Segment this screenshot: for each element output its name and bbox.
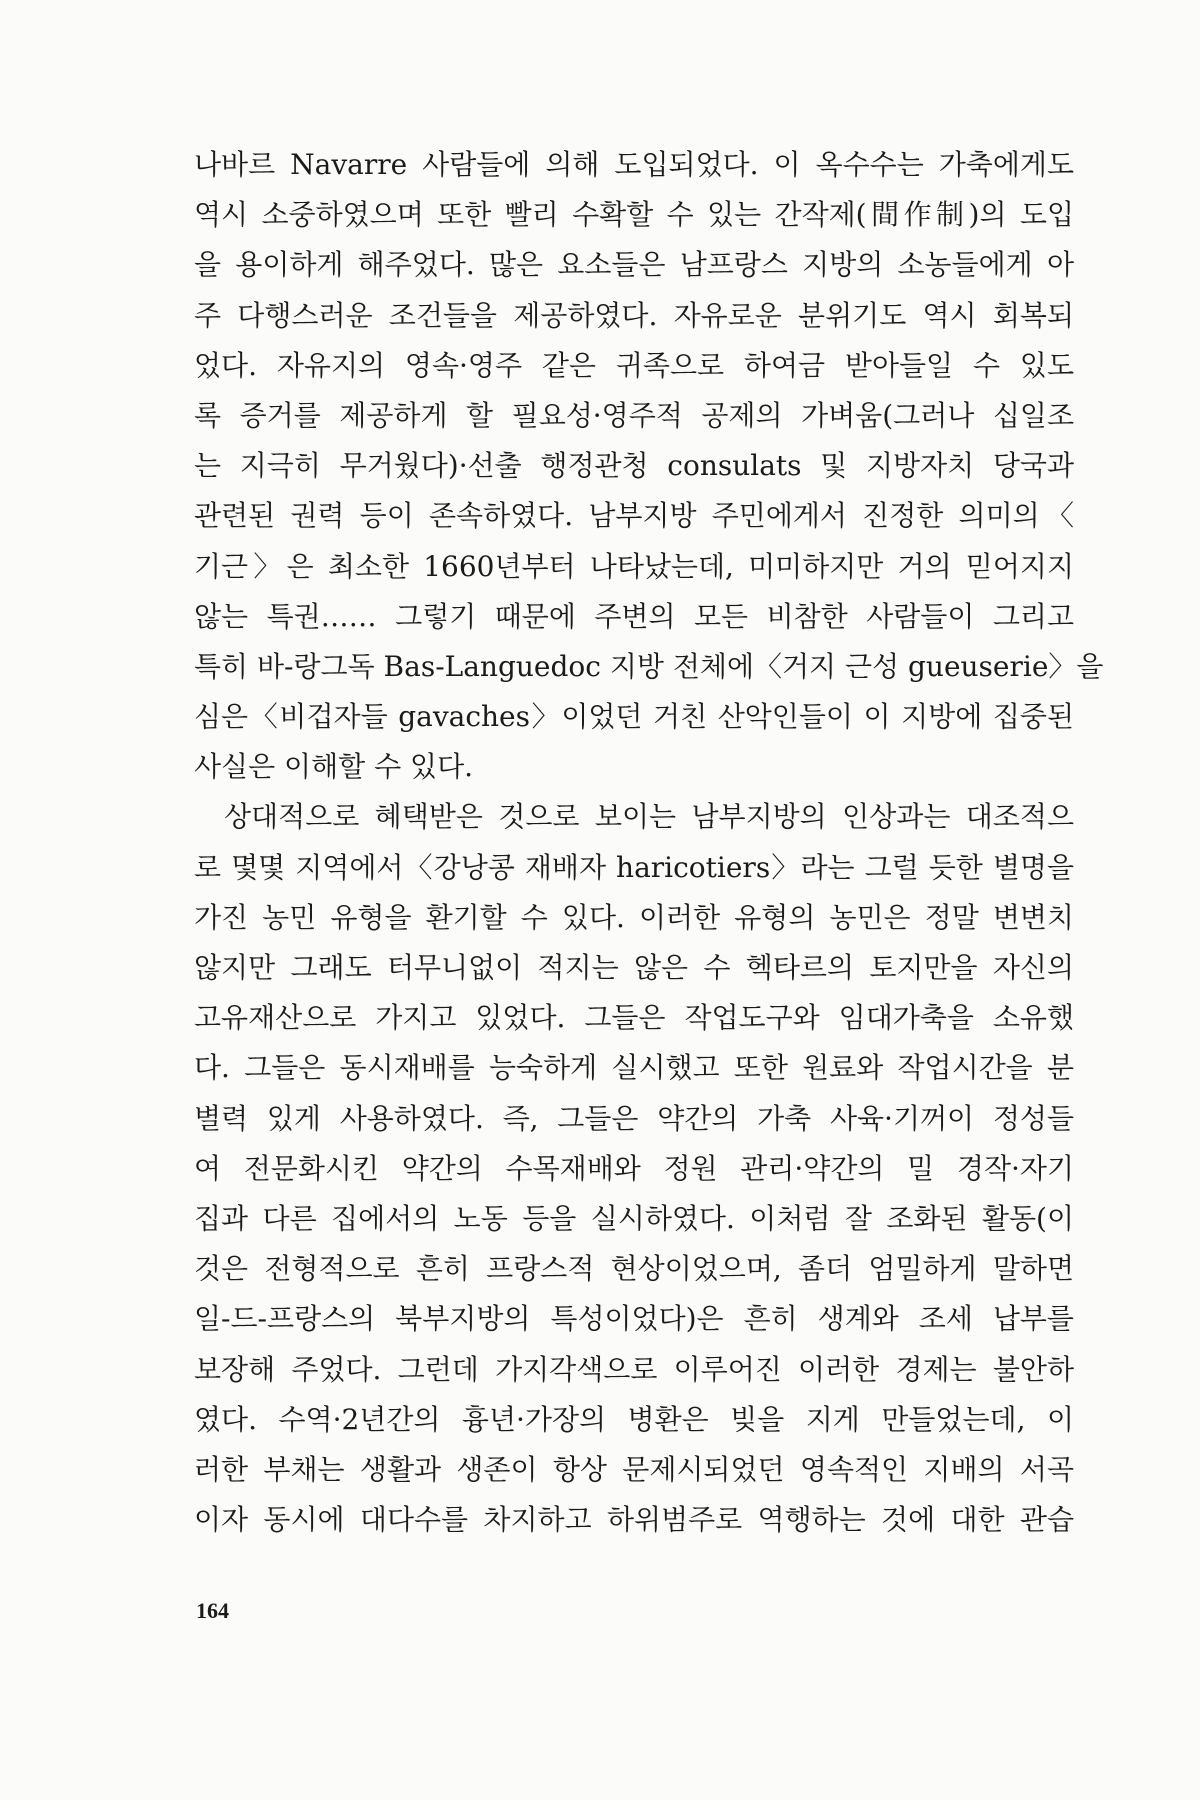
text-line: 고유재산으로 가지고 있었다. 그들은 작업도구와 임대가축을 소유했 <box>194 1001 1074 1035</box>
page-number: 164 <box>196 1598 229 1623</box>
text-line: 였다. 수역·2년간의 흉년·가장의 병환은 빚을 지게 만들었는데, 이 <box>194 1402 1074 1436</box>
paragraph <box>194 140 1104 792</box>
text-line: 다. 그들은 동시재배를 능숙하게 실시했고 또한 원료와 작업시간을 분 <box>194 1051 1074 1085</box>
text-line: 관련된 권력 등이 존속하였다. 남부지방 주민에게서 진정한 의미의〈 <box>194 499 1074 533</box>
text-line: 특히 바-랑그독 Bas-Languedoc 지방 전체에〈거지 근성 gueuserie〉을 <box>194 649 1104 683</box>
text-line: 을 용이하게 해주었다. 많은 요소들은 남프랑스 지방의 소농들에게 아 <box>194 248 1074 282</box>
text-line: 기근〉은 최소한 1660년부터 나타났는데, 미미하지만 거의 믿어지지 <box>194 549 1074 583</box>
text-line: 러한 부채는 생활과 생존이 항상 문제시되었던 영속적인 지배의 서곡 <box>194 1452 1074 1486</box>
text-line: 집과 다른 집에서의 노동 등을 실시하였다. 이처럼 잘 조화된 활동(이 <box>194 1201 1074 1235</box>
text-line: 사실은 이해할 수 있다. <box>194 750 474 784</box>
text-line: 록 증거를 제공하게 할 필요성·영주적 공제의 가벼움(그러나 십일조 <box>194 398 1074 432</box>
text-line: 었다. 자유지의 영속·영주 같은 귀족으로 하여금 받아들일 수 있도 <box>194 348 1074 382</box>
text-line: 일-드-프랑스의 북부지방의 특성이었다)은 흔히 생계와 조세 납부를 <box>194 1302 1074 1336</box>
body-text <box>194 140 1104 1545</box>
text-line: 보장해 주었다. 그런데 가지각색으로 이루어진 이러한 경제는 불안하 <box>194 1352 1074 1386</box>
text-line: 역시 소중하였으며 또한 빨리 수확할 수 있는 간작제(間作制)의 도입 <box>194 198 1074 232</box>
paragraph <box>194 792 1074 1545</box>
text-line: 나바르 Navarre 사람들에 의해 도입되었다. 이 옥수수는 가축에게도 <box>194 148 1074 181</box>
text-line: 로 몇몇 지역에서〈강낭콩 재배자 haricotiers〉라는 그럴 듯한 별명을 <box>194 850 1074 884</box>
text-line: 않지만 그래도 터무니없이 적지는 않은 수 헥타르의 토지만을 자신의 <box>194 951 1074 984</box>
text-line: 가진 농민 유형을 환기할 수 있다. 이러한 유형의 농민은 정말 변변치 <box>194 900 1074 934</box>
text-line: 않는 특권…… 그렇기 때문에 주변의 모든 비참한 사람들이 그리고 <box>194 599 1074 633</box>
text-line: 는 지극히 무거웠다)·선출 행정관청 consulats 및 지방자치 당국과 <box>194 449 1074 483</box>
text-line: 것은 전형적으로 흔히 프랑스적 현상이었으며, 좀더 엄밀하게 말하면 <box>194 1252 1074 1286</box>
text-line: 심은〈비겁자들 gavaches〉이었던 거친 산악인들이 이 지방에 집중된 <box>194 700 1074 734</box>
text-line: 여 전문화시킨 약간의 수목재배와 정원 관리·약간의 밀 경작·자기 <box>194 1151 1074 1185</box>
text-line: 주 다행스러운 조건들을 제공하였다. 자유로운 분위기도 역시 회복되 <box>194 298 1074 332</box>
text-line: 이자 동시에 대다수를 차지하고 하위범주로 역행하는 것에 대한 관습 <box>194 1503 1074 1537</box>
text-line: 별력 있게 사용하였다. 즉, 그들은 약간의 가축 사육·기꺼이 정성들 <box>194 1101 1074 1135</box>
text-line: 상대적으로 혜택받은 것으로 보이는 남부지방의 인상과는 대조적으 <box>224 800 1074 834</box>
